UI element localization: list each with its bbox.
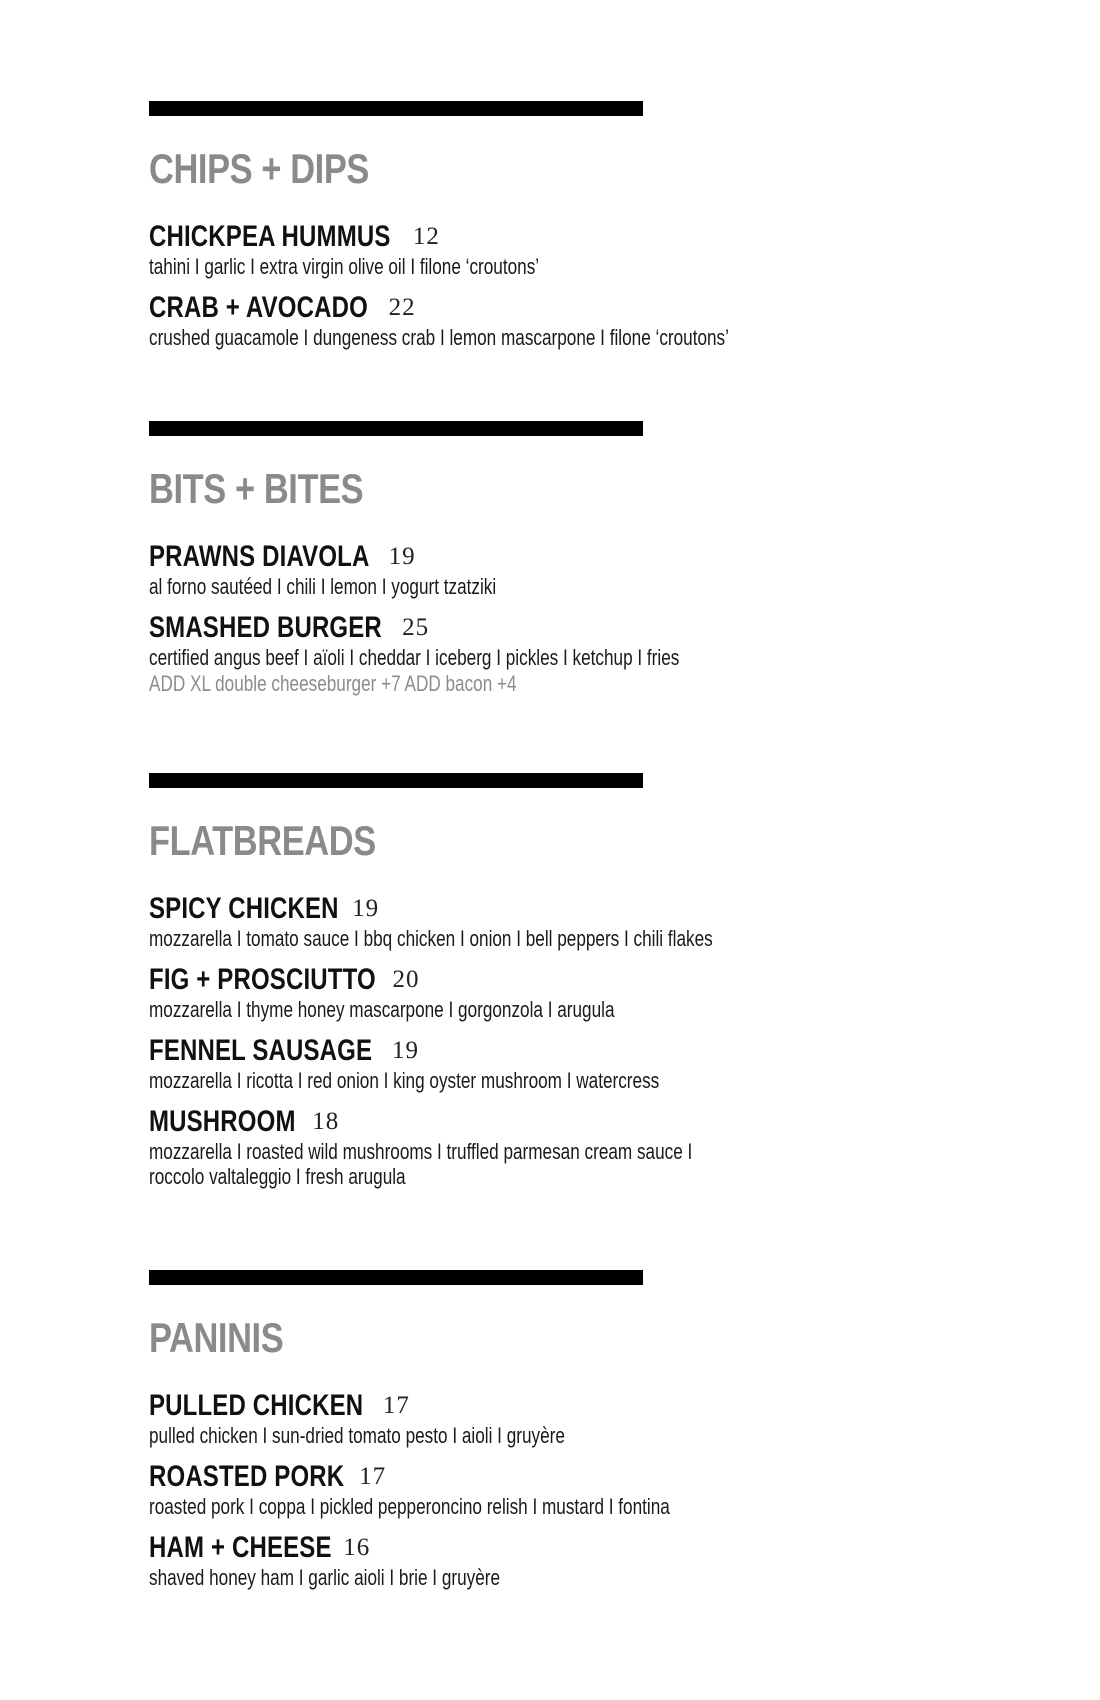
item-name: MUSHROOM — [149, 1105, 296, 1138]
item-name: SMASHED BURGER — [149, 611, 382, 644]
item-name: PULLED CHICKEN — [149, 1389, 364, 1422]
item-name: HAM + CHEESE — [149, 1531, 332, 1564]
section-divider — [149, 101, 643, 116]
item-name: FENNEL SAUSAGE — [149, 1034, 373, 1067]
menu-item — [149, 1460, 909, 1519]
item-price: 12 — [412, 223, 440, 250]
section-flatbreads — [149, 773, 909, 1201]
item-description — [149, 1139, 898, 1189]
section-chips-dips — [149, 101, 909, 362]
section-title: BITS + BITES — [149, 465, 364, 512]
item-description: crushed guacamole I dungeness crab I lemon mascarpone I filone ‘croutons’ — [149, 325, 729, 350]
item-price: 17 — [382, 1392, 410, 1419]
item-addon-options: ADD XL double cheeseburger +7 ADD bacon +4 — [149, 671, 517, 696]
menu-item — [149, 963, 909, 1022]
menu-item — [149, 1105, 909, 1189]
item-name: CHICKPEA HUMMUS — [149, 220, 391, 253]
menu-item — [149, 1531, 909, 1590]
item-description: shaved honey ham I garlic aioli I brie I gruyère — [149, 1565, 501, 1590]
item-description: roasted pork I coppa I pickled pepperoncino relish I mustard I fontina — [149, 1494, 670, 1519]
menu-item — [149, 611, 909, 698]
item-price: 19 — [388, 543, 416, 570]
section-title: CHIPS + DIPS — [149, 145, 369, 192]
menu-item — [149, 540, 909, 599]
section-title: PANINIS — [149, 1314, 284, 1361]
item-description: mozzarella I thyme honey mascarpone I gorgonzola I arugula — [149, 997, 615, 1022]
item-name: SPICY CHICKEN — [149, 892, 339, 925]
section-divider — [149, 1270, 643, 1285]
item-price: 16 — [343, 1534, 371, 1561]
item-description: certified angus beef I aïoli I cheddar I iceberg I pickles I ketchup I fries — [149, 645, 680, 670]
item-description: mozzarella I ricotta I red onion I king oyster mushroom I watercress — [149, 1068, 660, 1093]
item-price: 25 — [402, 614, 430, 641]
menu-item — [149, 1389, 909, 1448]
item-name: PRAWNS DIAVOLA — [149, 540, 370, 573]
item-description: tahini I garlic I extra virgin olive oil I filone ‘croutons’ — [149, 254, 540, 279]
item-price: 19 — [391, 1037, 419, 1064]
item-name: ROASTED PORK — [149, 1460, 345, 1493]
item-price: 22 — [388, 294, 416, 321]
menu-item — [149, 291, 909, 350]
section-title: FLATBREADS — [149, 817, 376, 864]
section-paninis — [149, 1270, 909, 1602]
section-divider — [149, 421, 643, 436]
item-description-line: mozzarella I roasted wild mushrooms I truffled parmesan cream sauce I — [149, 1139, 693, 1164]
item-name: CRAB + AVOCADO — [149, 291, 368, 324]
item-description: al forno sautéed I chili I lemon I yogurt tzatziki — [149, 574, 497, 599]
menu-item — [149, 1034, 909, 1093]
section-bits-bites — [149, 421, 909, 710]
item-price: 20 — [392, 966, 420, 993]
item-name: FIG + PROSCIUTTO — [149, 963, 376, 996]
section-divider — [149, 773, 643, 788]
item-description: mozzarella I tomato sauce I bbq chicken I onion I bell peppers I chili flakes — [149, 926, 713, 951]
item-description-line: roccolo valtaleggio I fresh arugula — [149, 1164, 406, 1189]
item-price: 18 — [312, 1108, 340, 1135]
item-description: pulled chicken I sun-dried tomato pesto I aioli I gruyère — [149, 1423, 565, 1448]
menu-item — [149, 892, 909, 951]
item-price: 17 — [359, 1463, 387, 1490]
item-price: 19 — [352, 895, 380, 922]
menu-item — [149, 220, 909, 279]
